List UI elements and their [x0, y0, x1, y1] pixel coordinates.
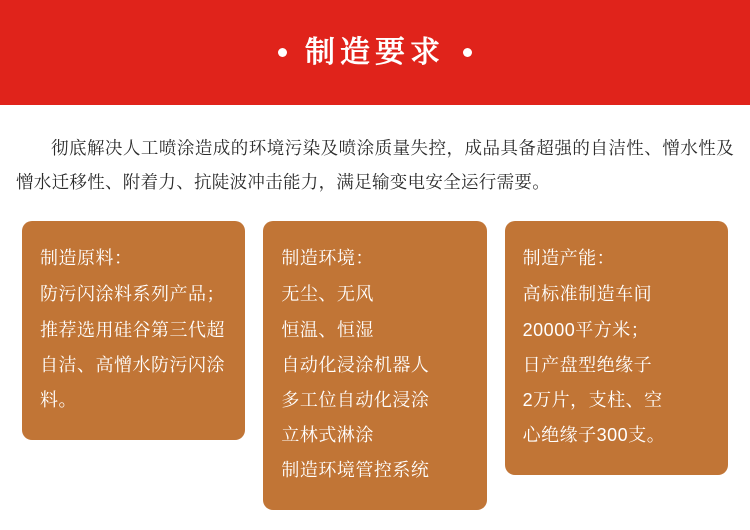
- card-line: 推荐选用硅谷第三代超: [40, 319, 225, 340]
- bullet-dot-left-icon: [278, 48, 287, 57]
- card-environment: [263, 221, 486, 510]
- intro-paragraph: 彻底解决人工喷涂造成的环境污染及喷涂质量失控，成品具备超强的自洁性、憎水性及憎水迁移性、附着力、抗陡波冲击能力，满足输变电安全运行需要。: [16, 138, 734, 193]
- card-line: 防污闪涂料系列产品；: [40, 284, 225, 305]
- card-title: 制造环境：: [281, 248, 374, 269]
- card-materials: [22, 221, 245, 440]
- cards-row: [0, 221, 750, 510]
- card-line: 自动化浸涂机器人: [281, 354, 430, 375]
- card-line: 心绝缘子300支。: [522, 424, 666, 445]
- header-banner: [0, 0, 750, 105]
- card-title: 制造原料：: [40, 248, 133, 269]
- card-line: 20000平方米；: [522, 319, 650, 340]
- card-capacity: [505, 221, 728, 475]
- card-line: 料。: [40, 389, 77, 410]
- card-line: 立林式淋涂: [281, 424, 374, 445]
- card-line: 多工位自动化浸涂: [281, 389, 430, 410]
- bullet-dot-right-icon: [463, 48, 472, 57]
- card-line: 高标准制造车间: [522, 284, 653, 305]
- card-line: 恒温、恒湿: [281, 319, 374, 340]
- card-line: 自洁、高憎水防污闪涂: [40, 354, 225, 375]
- card-line: 日产盘型绝缘子: [522, 354, 653, 375]
- card-line: 无尘、无风: [281, 284, 374, 305]
- card-line: 2万片，支柱、空: [522, 389, 663, 410]
- card-title: 制造产能：: [522, 248, 616, 269]
- card-line: 制造环境管控系统: [281, 459, 430, 480]
- header-inner: [278, 35, 472, 69]
- page-title: 制造要求: [305, 35, 445, 69]
- intro-section: [0, 105, 750, 199]
